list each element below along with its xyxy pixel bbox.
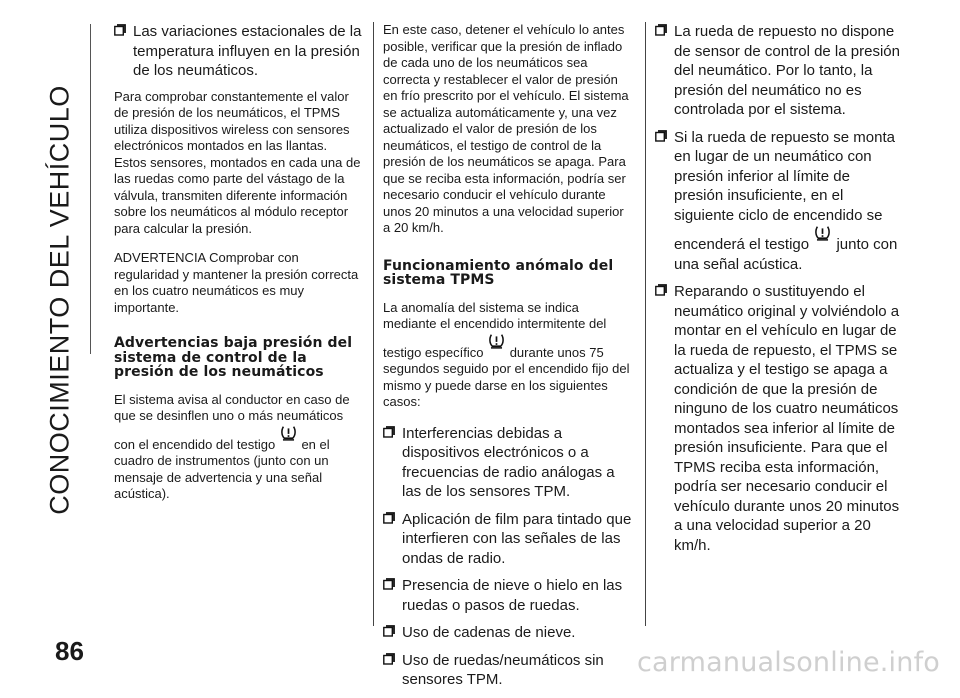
checkbox-square-icon — [655, 22, 674, 42]
column-1 — [114, 22, 362, 516]
tire-pressure-warning-icon — [280, 425, 297, 442]
bullet-item — [383, 623, 633, 643]
bullet-text: junto con una señal acústica. — [674, 236, 898, 273]
bullet-item — [114, 22, 362, 81]
paragraph: En este caso, detener el vehículo lo antes posible, verificar que la presión de inflado de cada uno de los neumáticos sea correcta y restablecer el valor de presión en frío prescrito por el vehículo. El sistema se actualiza automáticamente y, una vez actualizado el valor de presión de los neumáticos, el testigo de control de la presión de los neumáticos se apaga. Para que se reciba esta información, podría ser necesario conducir el vehículo durante unos 20 minutos a una velocidad superior a 20 km/h. — [383, 22, 629, 235]
column-2 — [383, 22, 633, 698]
paragraph-text: en el cuadro de instrumentos (junto con un mensaje de advertencia y una señal acústica). — [114, 436, 330, 501]
checkbox-square-icon — [383, 424, 402, 444]
checkbox-square-icon — [383, 576, 402, 596]
paragraph-text: durante unos 75 segundos seguido por el encendido fijo del mismo y puede darse en los siguientes casos: — [383, 344, 630, 409]
bullet-text: La rueda de repuesto no dispone de sensor de control de la presión del neumático. Por lo tanto, la presión del neumático no es controlada por el sistema. — [674, 23, 900, 118]
column-3 — [655, 22, 903, 563]
bullet-text: Presencia de nieve o hielo en las ruedas o pasos de ruedas. — [402, 577, 623, 614]
bullet-text: Aplicación de film para tintado que interfieren con las señales de las ondas de radio. — [402, 510, 632, 567]
bullet-item — [383, 576, 633, 615]
checkbox-square-icon — [383, 623, 402, 643]
section-heading: Advertencias baja presión del sistema de control de la presión de los neumáticos — [114, 335, 353, 380]
tire-pressure-warning-icon — [814, 225, 831, 242]
section-heading: Funcionamiento anómalo del sistema TPMS — [383, 257, 614, 288]
bullet-item — [655, 22, 903, 120]
paragraph: Para comprobar constantemente el valor de presión de los neumáticos, el TPMS utiliza dispositivos wireless con sensores electrónicos montados en las llantas. Estos sensores, montados en cada una de las ruedas como parte del vástago de la válvula, transmiten diferente información sobre los neumáticos al módulo receptor para calcular la presión. — [114, 88, 361, 236]
bullet-text: Interferencias debidas a dispositivos electrónicos o a frecuencias de radio análogas a las de los sensores TPM. — [402, 424, 615, 500]
bullet-item — [655, 282, 903, 555]
bullet-text: Uso de cadenas de nieve. — [402, 624, 576, 641]
bullet-item — [383, 510, 633, 569]
paragraph: ADVERTENCIA Comprobar con regularidad y mantener la presión correcta en los cuatro neumáticos es muy importante. — [114, 250, 359, 315]
bullet-item — [655, 128, 903, 275]
paragraph-text: La anomalía del sistema se indica mediante el encendido intermitente del testigo específico — [383, 299, 607, 360]
chapter-rule — [90, 24, 91, 354]
bullet-item — [383, 424, 633, 502]
paragraph — [383, 300, 633, 411]
checkbox-square-icon — [655, 282, 674, 302]
checkbox-square-icon — [655, 128, 674, 148]
tire-pressure-warning-icon — [488, 333, 505, 350]
bullet-text: Uso de ruedas/neumáticos sin sensores TPM. — [402, 651, 604, 688]
bullet-text: Si la rueda de repuesto se monta en lugar de un neumático con presión inferior al límite de presión insuficiente, en el siguiente ciclo de encendido se encenderá el testigo — [674, 128, 895, 253]
checkbox-square-icon — [114, 22, 133, 42]
paragraph-text: El sistema avisa al conductor en caso de que se desinflen uno o más neumáticos con el encendido del testigo — [114, 391, 350, 452]
bullet-text: Las variaciones estacionales de la temperatura influyen en la presión de los neumáticos. — [133, 23, 362, 79]
bullet-text: Reparando o sustituyendo el neumático original y volviéndolo a montar en el vehículo en lugar de la rueda de repuesto, el TPMS se actualiza y el testigo se apaga a condición de que la presión de ninguno de los cuatro neumáticos montados sea inferior al límite de presión insuficiente. Para que el TPMS reciba esta información, podría ser necesario conducir el vehículo durante unos 20 minutos a una velocidad superior a 20 km/h. — [674, 283, 900, 554]
column-divider — [373, 22, 374, 626]
checkbox-square-icon — [383, 510, 402, 530]
checkbox-square-icon — [383, 651, 402, 671]
column-divider — [645, 22, 646, 626]
page-number: 86 — [55, 636, 84, 666]
paragraph — [114, 392, 362, 503]
chapter-title: CONOCIMIENTO DEL VEHÍCULO — [44, 85, 75, 515]
watermark: carmanualsonline.info — [637, 647, 940, 678]
bullet-item — [383, 651, 633, 690]
